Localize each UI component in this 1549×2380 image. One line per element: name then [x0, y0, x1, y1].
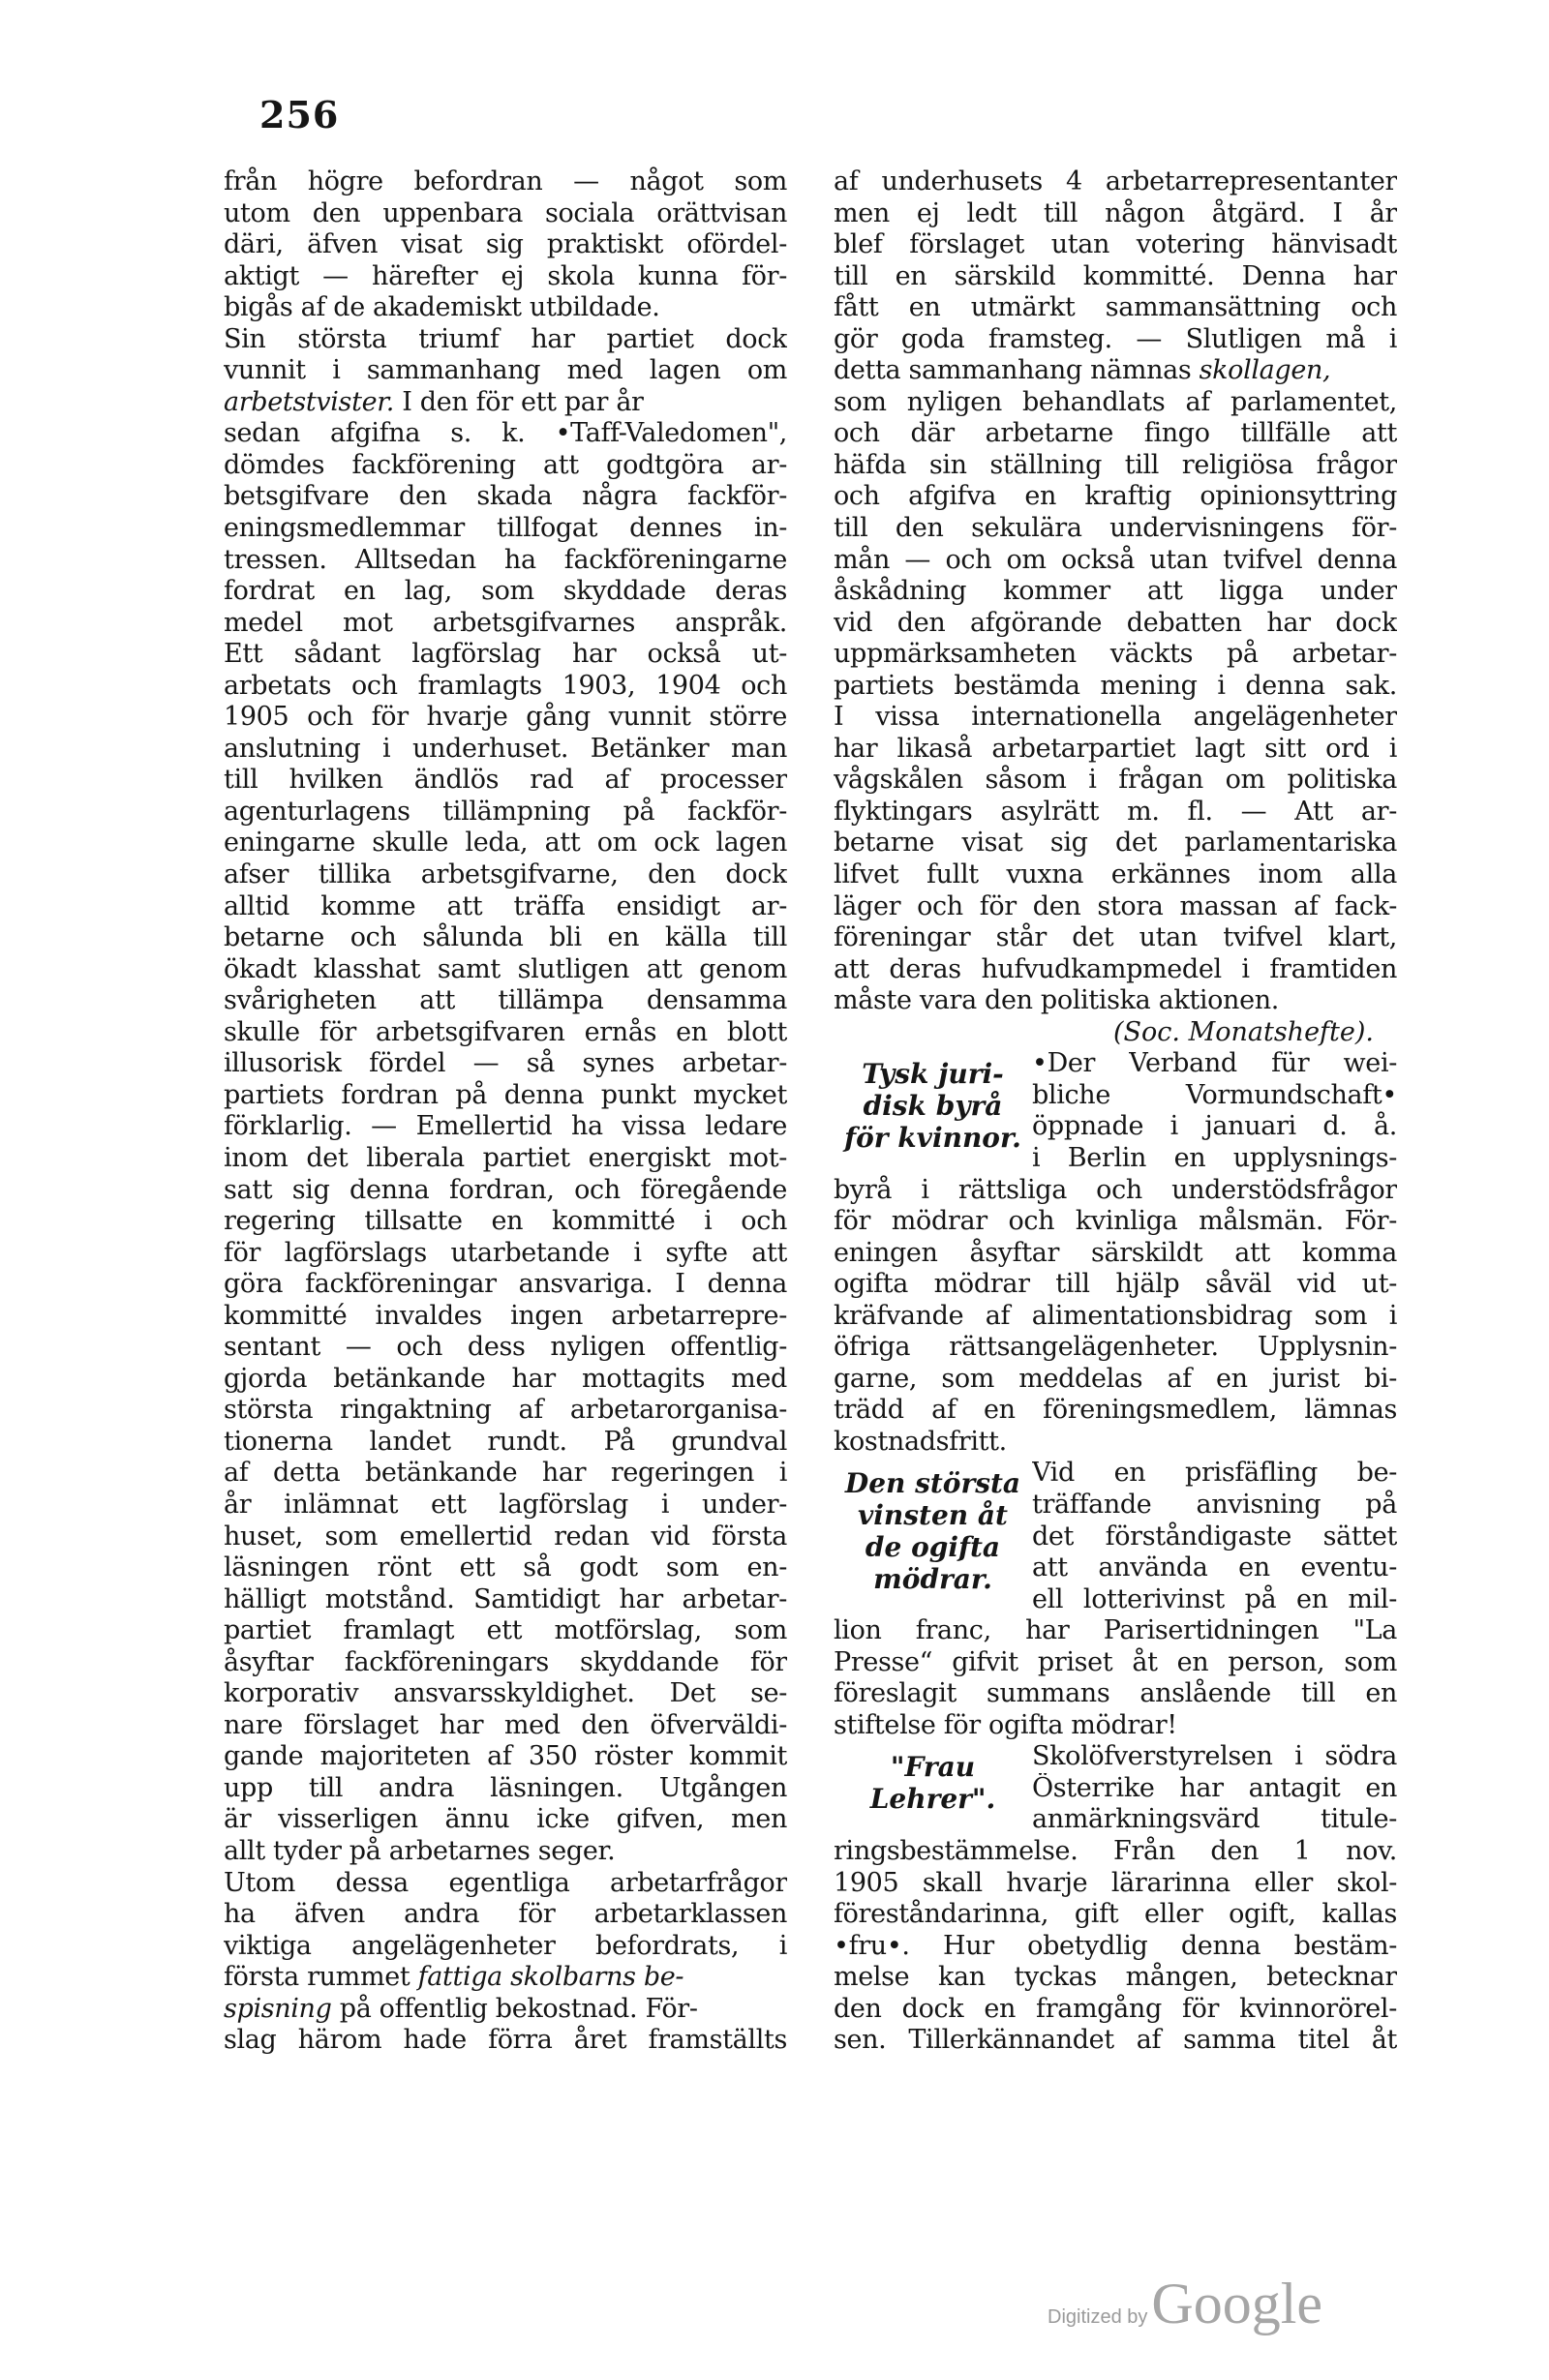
text-line: utom den uppenbara sociala orättvisan: [224, 197, 787, 228]
watermark-prefix: Digitized by: [1048, 2306, 1148, 2328]
text-fragment: detta sammanhang nämnas: [834, 355, 1200, 386]
text-line: åskådning kommer att ligga under: [834, 576, 1397, 607]
text-line: Vid en prisfäfling be-: [1032, 1458, 1397, 1489]
page-number: 256: [259, 93, 340, 136]
text-line: 1905 skall hvarje lärarinna eller skol-: [834, 1867, 1397, 1898]
italic-term: spisning: [224, 1993, 332, 2024]
side-heading-line: de ogifta: [865, 1531, 1001, 1564]
text-line: arbetats och framlagts 1903, 1904 och: [224, 670, 787, 701]
text-line: inom det liberala partiet energiskt mot-: [224, 1142, 787, 1173]
text-line: att deras hufvudkampmedel i framtiden: [834, 953, 1397, 984]
text-line: föreningar står det utan tvifvel klart,: [834, 922, 1397, 953]
text-line: allt tyder på arbetarnes seger.: [224, 1835, 616, 1866]
text-line: anslutning i underhuset. Betänker man: [224, 733, 787, 764]
text-line: tressen. Alltsedan ha fackföreningarne: [224, 544, 787, 575]
text-line: vid den afgörande debatten har dock: [834, 607, 1397, 638]
text-line: gör goda framsteg. — Slutligen må i: [834, 323, 1397, 354]
text-line: bliche Vormundschaft•: [1032, 1079, 1397, 1110]
text-line: huset, som emellertid redan vid första: [224, 1521, 787, 1552]
right-column: [834, 166, 1397, 2057]
text-line: af underhusets 4 arbetarrepresentanter: [834, 166, 1397, 196]
text-line: och afgifva en kraftig opinionsyttring: [834, 481, 1397, 512]
text-line: anmärkningsvärd titule-: [1032, 1804, 1397, 1835]
text-line: aktigt — härefter ej skola kunna för-: [224, 260, 787, 291]
text-line: melse kan tyckas mången, betecknar: [834, 1962, 1397, 1993]
text-line: gjorda betänkande har mottagits med: [224, 1363, 787, 1394]
text-line: afser tillika arbetsgifvarne, den dock: [224, 859, 787, 890]
side-heading: [834, 1458, 1032, 1595]
text-line: Sin största triumf har partiet dock: [224, 323, 787, 354]
text-line: agenturlagens tillämpning på fackför-: [224, 796, 787, 827]
text-line: till en särskild kommitté. Denna har: [834, 260, 1397, 291]
text-line: det förståndigaste sättet: [1032, 1521, 1397, 1552]
text-line: hälligt motstånd. Samtidigt har arbetar-: [224, 1583, 787, 1614]
side-heading-line: Den största: [844, 1467, 1021, 1500]
text-line: kräfvande af alimentationsbidrag som i: [834, 1300, 1397, 1331]
text-line: sedan afgifna s. k. •Taff-Valedomen",: [224, 418, 787, 449]
text-line: men ej ledt till någon åtgärd. I år: [834, 197, 1397, 228]
text-line: betsgifvare den skada några fackför-: [224, 481, 787, 512]
text-line: bigås af de akademiskt utbildade.: [224, 292, 660, 323]
text-fragment: på offentlig bekostnad. För-: [331, 1993, 698, 2024]
text-line: ha äfven andra för arbetarklassen: [224, 1899, 787, 1930]
text-line: måste vara den politiska aktionen.: [834, 985, 1279, 1016]
text-line: som nyligen behandlats af parlamentet,: [834, 386, 1397, 417]
side-heading-line: disk byrå: [863, 1090, 1003, 1123]
text-line: upp till andra läsningen. Utgången: [224, 1772, 787, 1803]
text-line: ökadt klasshat samt slutligen att genom: [224, 953, 787, 984]
text-line: vågskålen såsom i frågan om politiska: [834, 765, 1397, 796]
text-line: stiftelse för ogifta mödrar!: [834, 1709, 1177, 1740]
text-line: nare förslaget har med den öfverväldi-: [224, 1709, 787, 1740]
text-line-arbetstvister: [224, 387, 787, 419]
side-heading-line: mödrar.: [873, 1563, 992, 1596]
text-line: viktiga angelägenheter befordrats, i: [224, 1930, 787, 1961]
side-heading-line: vinsten åt: [858, 1499, 1008, 1532]
text-line: 1905 och för hvarje gång vunnit större: [224, 702, 787, 733]
text-line: tionerna landet rundt. På grundval: [224, 1426, 787, 1457]
text-line: har likaså arbetarpartiet lagt sitt ord i: [834, 733, 1397, 764]
side-heading: [834, 1048, 1032, 1154]
text-line: Utom dessa egentliga arbetarfrågor: [224, 1867, 787, 1898]
text-line-spisning: [224, 1994, 787, 2026]
text-line: största ringaktning af arbetarorganisa-: [224, 1395, 787, 1426]
text-line: betarne visat sig det parlamentariska: [834, 828, 1397, 859]
italic-term: fattiga skolbarns be-: [417, 1962, 684, 1993]
text-line: häfda sin ställning till religiösa frågor: [834, 449, 1397, 480]
section-den-storsta-vinsten: [834, 1458, 1397, 1615]
text-line: träffande anvisning på: [1032, 1489, 1397, 1520]
text-line: eningsmedlemmar tillfogat dennes in-: [224, 513, 787, 544]
section-frau-lehrer: [834, 1741, 1397, 1836]
text-line: att använda en eventu-: [1032, 1552, 1397, 1583]
side-heading-line: för kvinnor.: [844, 1122, 1021, 1155]
text-line: fått en utmärkt sammansättning och: [834, 292, 1397, 323]
text-line: alltid komme att träffa ensidigt ar-: [224, 890, 787, 921]
text-line: sen. Tillerkännandet af samma titel åt: [834, 2025, 1397, 2056]
text-line: regering tillsatte en kommitté i och: [224, 1206, 787, 1237]
text-line: uppmärksamheten väckts på arbetar-: [834, 639, 1397, 670]
text-line: byrå i rättsliga och understödsfrågor: [834, 1174, 1397, 1205]
text-line: göra fackföreningar ansvariga. I denna: [224, 1269, 787, 1300]
text-line: •Der Verband für wei-: [1032, 1048, 1397, 1079]
italic-term: arbetstvister.: [224, 386, 395, 417]
text-line: lifvet fullt vuxna erkännes inom alla: [834, 859, 1397, 890]
text-line: läsningen rönt ett så godt som en-: [224, 1552, 787, 1583]
side-text: [1032, 1458, 1397, 1615]
text-line: eningarne skulle leda, att om ock lagen: [224, 828, 787, 859]
text-line: medel mot arbetsgifvarnes anspråk.: [224, 607, 787, 638]
text-line: däri, äfven visat sig praktiskt ofördel-: [224, 229, 787, 260]
text-line: partiet framlagt ett motförslag, som: [224, 1615, 787, 1646]
text-line: •fru•. Hur obetydlig denna bestäm-: [834, 1930, 1397, 1961]
text-line-skollagen: [834, 355, 1397, 387]
text-line: gande majoriteten af 350 röster kommit: [224, 1741, 787, 1772]
text-line: sentant — och dess nyligen offentlig-: [224, 1332, 787, 1363]
text-line: Presse“ gifvit priset åt en person, som: [834, 1646, 1397, 1677]
text-line: partiets bestämda mening i denna sak.: [834, 670, 1397, 701]
text-line: flyktingars asylrätt m. fl. — Att ar-: [834, 796, 1397, 827]
section-tysk-juridisk-byra: [834, 1048, 1397, 1174]
left-column: [224, 166, 787, 2057]
text-line: till hvilken ändlös rad af processer: [224, 765, 787, 796]
text-line: för mödrar och kvinliga målsmän. För-: [834, 1206, 1397, 1237]
text-line: från högre befordran — något som: [224, 166, 787, 196]
text-line: ogifta mödrar till hjälp såväl vid ut-: [834, 1269, 1397, 1300]
side-heading-line: Tysk juri-: [862, 1058, 1004, 1091]
text-line: kommitté invaldes ingen arbetarrepre-: [224, 1300, 787, 1331]
text-line: år inlämnat ett lagförslag i under-: [224, 1489, 787, 1520]
text-line: för lagförslags utarbetande i syfte att: [224, 1237, 787, 1268]
text-line: korporativ ansvarsskyldighet. Det se-: [224, 1678, 787, 1709]
text-line: satt sig denna fordran, och föregående: [224, 1174, 787, 1205]
text-line: slag härom hade förra året framställts: [224, 2025, 787, 2056]
side-text: [1032, 1741, 1397, 1836]
text-line: kostnadsfritt.: [834, 1426, 1007, 1457]
text-line: Skolöfverstyrelsen i södra: [1032, 1741, 1397, 1772]
text-line: förklarlig. — Emellertid ha vissa ledare: [224, 1111, 787, 1142]
text-line: åsyftar fackföreningars skyddande för: [224, 1646, 787, 1677]
text-line: ringsbestämmelse. Från den 1 nov.: [834, 1835, 1397, 1866]
text-line: öppnade i januari d. å.: [1032, 1111, 1397, 1142]
side-heading-line: Lehrer".: [869, 1783, 996, 1816]
text-line: öfriga rättsangelägenheter. Upplysnin-: [834, 1332, 1397, 1363]
text-line: och där arbetarne fingo tillfälle att: [834, 418, 1397, 449]
google-logo: Google: [1151, 2272, 1323, 2335]
text-line: mån — och om också utan tvifvel denna: [834, 544, 1397, 575]
italic-term: skollagen,: [1199, 355, 1331, 386]
source-signature: (Soc. Monatshefte).: [1113, 1016, 1374, 1047]
text-line: blef förslaget utan votering hänvisadt: [834, 229, 1397, 260]
text-line: skulle för arbetsgifvaren ernås en blott: [224, 1016, 787, 1047]
text-line: ell lotterivinst på en mil-: [1032, 1583, 1397, 1614]
text-line: den dock en framgång för kvinnorörel-: [834, 1993, 1397, 2024]
text-line: svårigheten att tillämpa densamma: [224, 985, 787, 1016]
text-line: är visserligen ännu icke gifven, men: [224, 1804, 787, 1835]
text-line: partiets fordran på denna punkt mycket: [224, 1079, 787, 1110]
text-line: vunnit i sammanhang med lagen om: [224, 355, 787, 386]
text-line: eningen åsyftar särskildt att komma: [834, 1237, 1397, 1268]
text-fragment: första rummet: [224, 1962, 418, 1993]
side-text: [1032, 1048, 1397, 1174]
text-fragment: I den för ett par år: [394, 386, 644, 417]
text-line: i Berlin en upplysnings-: [1032, 1142, 1397, 1173]
text-line: till den sekulära undervisningens för-: [834, 513, 1397, 544]
text-line: I vissa internationella angelägenheter: [834, 702, 1397, 733]
text-line: dömdes fackförening att godtgöra ar-: [224, 449, 787, 480]
text-line: betarne och sålunda bli en källa till: [224, 922, 787, 953]
text-line: lion franc, har Parisertidningen "La: [834, 1615, 1397, 1646]
side-heading: [834, 1741, 1032, 1815]
digitized-by-watermark: [1048, 2271, 1322, 2337]
text-line: Österrike har antagit en: [1032, 1772, 1397, 1803]
text-line: trädd af en föreningsmedlem, lämnas: [834, 1395, 1397, 1426]
text-line: Ett sådant lagförslag har också ut-: [224, 639, 787, 670]
text-line: läger och för den stora massan af fack-: [834, 890, 1397, 921]
text-line: föreståndarinna, gift eller ogift, kallas: [834, 1899, 1397, 1930]
text-line: af detta betänkande har regeringen i: [224, 1458, 787, 1489]
text-line: illusorisk fördel — så synes arbetar-: [224, 1048, 787, 1079]
side-heading-line: "Frau: [890, 1751, 976, 1784]
text-line: fordrat en lag, som skyddade deras: [224, 576, 787, 607]
text-line: garne, som meddelas af en jurist bi-: [834, 1363, 1397, 1394]
text-line-fattiga-skolbarns: [224, 1962, 787, 1994]
text-line: föreslagit summans anslående till en: [834, 1678, 1397, 1709]
